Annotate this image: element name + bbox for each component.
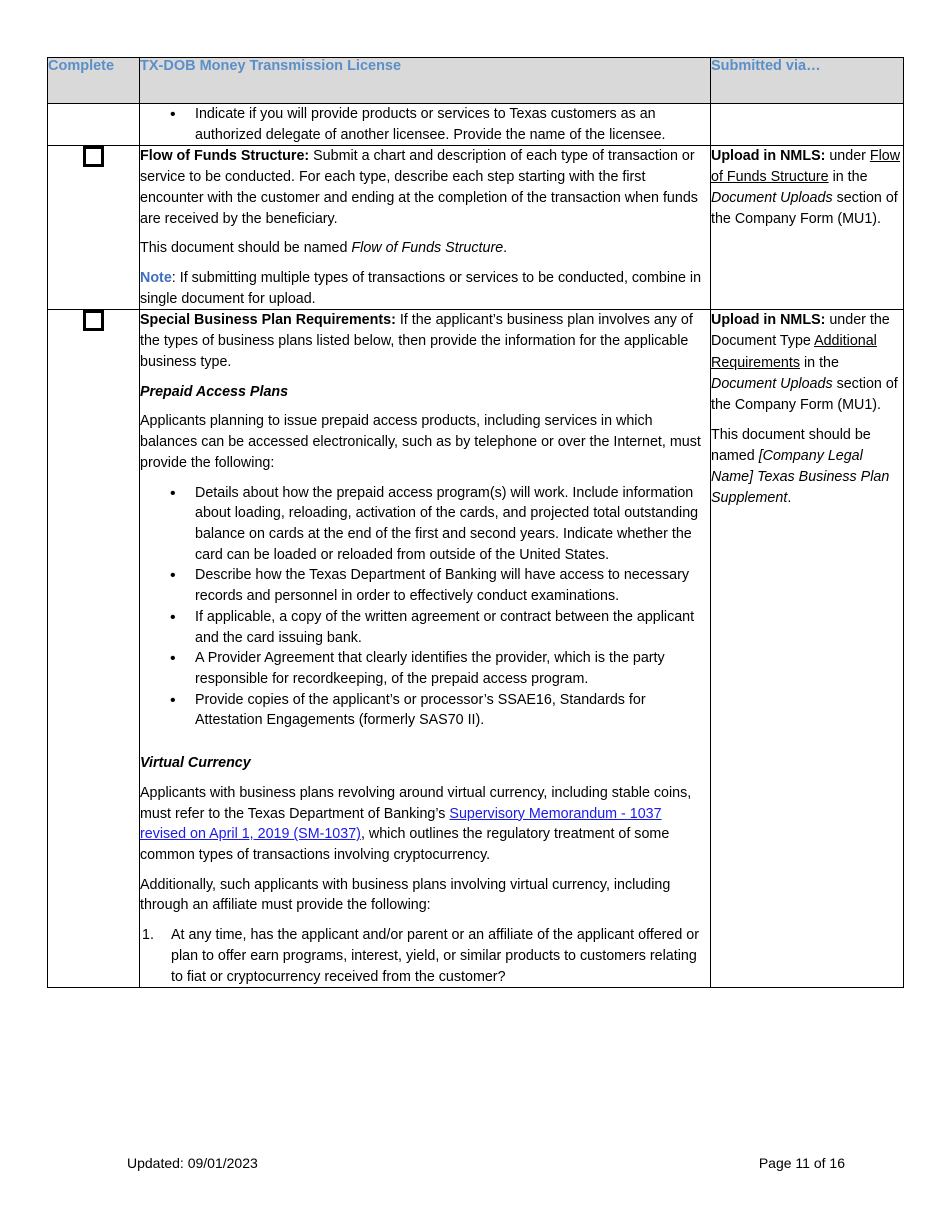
checkbox-icon[interactable] xyxy=(83,310,104,331)
document-uploads-section: Document Uploads xyxy=(711,375,833,392)
subheading-virtual-currency: Virtual Currency xyxy=(140,755,251,772)
table-row xyxy=(48,104,904,146)
submitted-via-cell xyxy=(711,146,904,310)
table-header xyxy=(48,58,904,104)
submitted-via-cell xyxy=(711,104,904,146)
special-business-plan-text: If the applicant’s business plan involves any of the types of business plans listed below, then provide the information for the applicable business type. xyxy=(140,312,693,370)
flow-of-funds-label: Flow of Funds Structure: xyxy=(140,148,310,165)
document-uploads-section: Document Uploads xyxy=(711,190,833,207)
upload-instruction-paragraph xyxy=(711,146,903,230)
document-type-link[interactable]: Flow of Funds Structure xyxy=(711,148,901,186)
document-naming-paragraph xyxy=(711,425,903,509)
naming-suffix: . xyxy=(503,240,508,257)
bullet-list xyxy=(140,104,710,145)
upload-in-nmls-label: Upload in NMLS: xyxy=(711,312,826,329)
footer-page-number: Page 11 of 16 xyxy=(758,1155,845,1171)
complete-cell[interactable] xyxy=(48,310,140,988)
naming-suffix: . xyxy=(787,489,792,506)
virtual-currency-paragraph xyxy=(140,783,710,866)
upload-mid: in the xyxy=(800,354,839,371)
table-row xyxy=(48,310,904,988)
table-header-row xyxy=(48,58,904,104)
list-item: • Describe how the Texas Department of Banking will have access to necessary records and personnel in order to effectively conduct examinations. xyxy=(162,565,710,606)
prepaid-bullet-list xyxy=(140,483,710,732)
requirements-checklist-table xyxy=(47,57,904,988)
naming-document-title: [Company Legal Name] Texas Business Plan Supplement xyxy=(711,447,890,506)
footer-updated-date: Updated: 09/01/2023 xyxy=(127,1155,258,1171)
flow-of-funds-paragraph xyxy=(140,146,710,229)
page-footer xyxy=(47,1155,903,1179)
requirement-cell xyxy=(140,146,711,310)
complete-cell[interactable] xyxy=(48,146,140,310)
note-label: Note xyxy=(140,270,172,287)
numbered-question-list xyxy=(140,925,710,987)
document-naming-paragraph xyxy=(140,238,710,259)
virtual-currency-suffix: , which outlines the regulatory treatment of some common types of transactions involving cryptocurrency. xyxy=(140,826,670,863)
naming-document-title: Flow of Funds Structure xyxy=(351,240,504,257)
naming-prefix: This document should be named xyxy=(711,426,871,464)
section-spacer xyxy=(140,731,710,753)
document-type-link[interactable]: Additional Requirements xyxy=(711,333,877,371)
checkbox-icon[interactable] xyxy=(83,146,104,167)
subheading-prepaid-access-plans: Prepaid Access Plans xyxy=(140,383,289,400)
special-business-plan-label: Special Business Plan Requirements: xyxy=(140,312,396,329)
upload-in-nmls-label: Upload in NMLS: xyxy=(711,148,826,165)
complete-cell xyxy=(48,104,140,146)
prepaid-access-intro: Applicants planning to issue prepaid access products, including services in which balances can be accessed electronically, such as by telephone or over the Internet, must provide the following: xyxy=(140,413,701,471)
additional-requirements-intro: Additionally, such applicants with business plans involving virtual currency, including through an affiliate must provide the following: xyxy=(140,876,671,914)
submitted-via-cell xyxy=(711,310,904,988)
supervisory-memorandum-link[interactable]: Supervisory Memorandum - 1037 revised on April 1, 2019 (SM-1037) xyxy=(140,805,662,843)
special-business-plan-paragraph xyxy=(140,310,710,372)
table-row xyxy=(48,146,904,310)
list-item: • Provide copies of the applicant’s or processor’s SSAE16, Standards for Attestation Engagements (formerly SAS70 II). xyxy=(162,690,710,731)
column-header-license: TX-DOB Money Transmission License xyxy=(140,58,711,104)
list-item: • If applicable, a copy of the written agreement or contract between the applicant and the card issuing bank. xyxy=(162,607,710,648)
flow-of-funds-text: Submit a chart and description of each type of transaction or service to be conducted. For each type, describe each step starting with the first encounter with the customer and ending at the completion of the transaction when funds are received by the beneficiary. xyxy=(140,148,698,227)
column-header-complete: Complete xyxy=(48,58,140,104)
upload-mid: in the xyxy=(828,169,868,186)
list-item: • Indicate if you will provide products or services to Texas customers as an authorized delegate of another licensee. Provide the name of the licensee. xyxy=(162,104,710,145)
column-header-submitted-via: Submitted via… xyxy=(711,58,904,104)
upload-instruction-paragraph xyxy=(711,310,903,415)
upload-prefix: under the Document Type xyxy=(711,312,890,350)
list-item: At any time, has the applicant and/or parent or an affiliate of the applicant offered or plan to offer earn programs, interest, yield, or similar products to customers relating to fiat or cryptocurrency received from the customer? xyxy=(171,927,700,985)
requirement-cell xyxy=(140,104,711,146)
list-item: • A Provider Agreement that clearly identifies the provider, which is the party responsible for recordkeeping, of the prepaid access program. xyxy=(162,648,710,689)
requirement-cell xyxy=(140,310,711,988)
table-body xyxy=(48,104,904,988)
list-item: • Details about how the prepaid access program(s) will work. Include information about loading, reloading, activation of the cards, and projected total outstanding balance on cards at the end of the first and second years. Indicate whether the card can be loaded or reloaded from outside of the United States. xyxy=(162,483,710,566)
upload-tail: section of the Company Form (MU1). xyxy=(711,190,898,228)
note-text: : If submitting multiple types of transactions or services to be conducted, combine in single document for upload. xyxy=(140,270,702,307)
virtual-currency-prefix: Applicants with business plans revolving around virtual currency, including stable coins, must refer to the Texas Department of Banking’s xyxy=(140,784,692,822)
naming-prefix: This document should be named xyxy=(140,240,352,257)
note-paragraph xyxy=(140,268,710,309)
upload-tail: section of the Company Form (MU1). xyxy=(711,375,898,413)
upload-prefix: under xyxy=(825,148,870,165)
